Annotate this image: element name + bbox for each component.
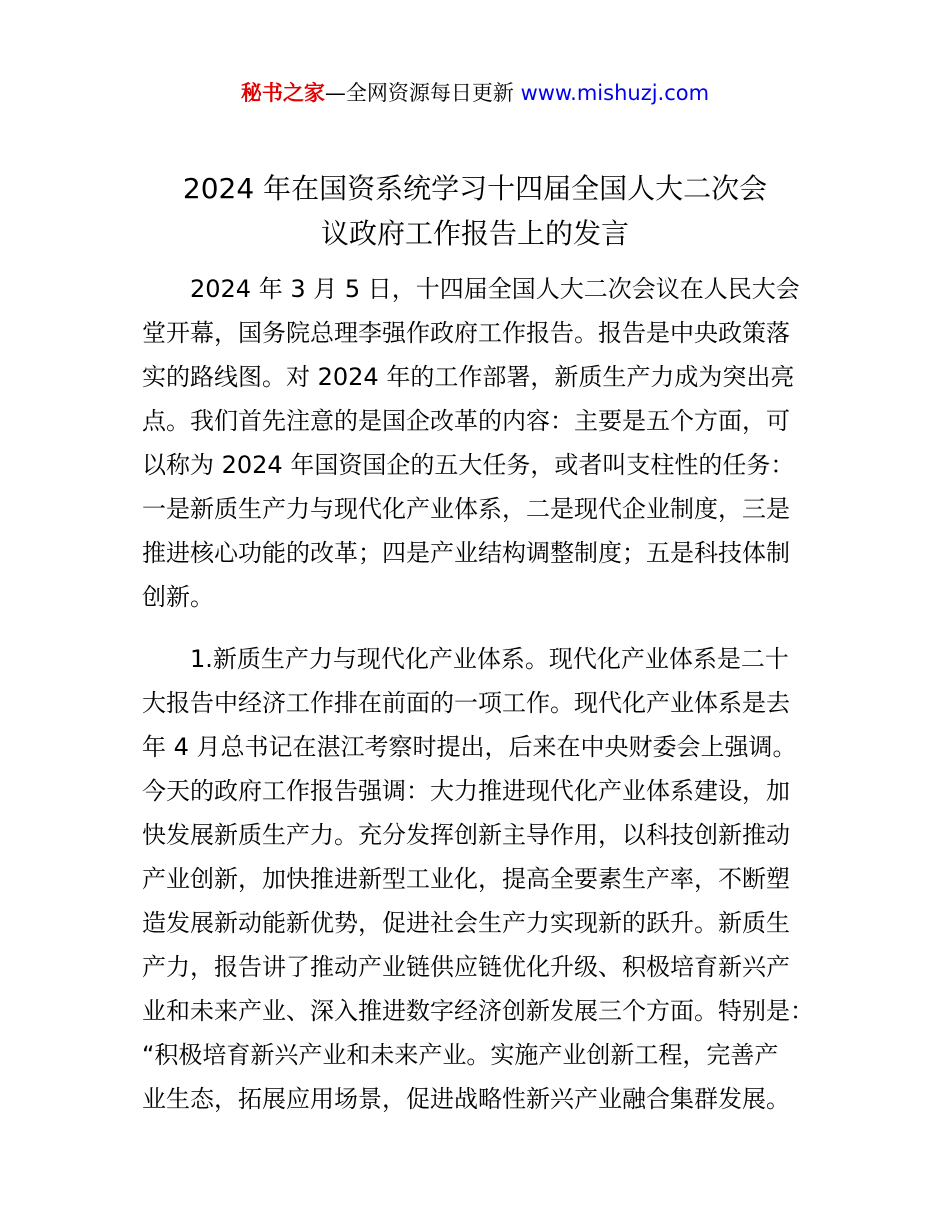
text-line: 今天的政府工作报告强调：大力推进现代化产业体系建设，加	[142, 777, 790, 805]
text-line: 1.新质生产力与现代化产业体系。现代化产业体系是二十	[190, 645, 789, 673]
title-line: 2024 年在国资系统学习十四届全国人大二次会	[182, 172, 768, 205]
website-link[interactable]: www.mishuzj.com	[520, 81, 710, 105]
text-line: “积极培育新兴产业和未来产业。实施产业创新工程，完善产	[142, 1041, 779, 1069]
text-line: 实的路线图。对 2024 年的工作部署，新质生产力成为突出亮	[142, 363, 795, 391]
document-body	[142, 267, 826, 1121]
text-line: 创新。	[142, 583, 214, 611]
text-line: 产力，报告讲了推动产业链供应链优化升级、积极培育新兴产	[142, 953, 790, 981]
paragraph-section-1	[142, 637, 826, 1121]
site-header	[0, 78, 950, 108]
brand-name: 秘书之家	[240, 81, 325, 105]
header-tagline: —全网资源每日更新	[324, 81, 521, 105]
text-line: 大报告中经济工作排在前面的一项工作。现代化产业体系是去	[142, 689, 790, 717]
title-line: 议政府工作报告上的发言	[320, 217, 629, 250]
text-line: 造发展新动能新优势，促进社会生产力实现新的跃升。新质生	[142, 909, 790, 937]
text-line: 一是新质生产力与现代化产业体系，二是现代企业制度，三是	[142, 495, 790, 523]
text-line: 产业创新，加快推进新型工业化，提高全要素生产率，不断塑	[142, 865, 790, 893]
text-line: 2024 年 3 月 5 日，十四届全国人大二次会议在人民大会	[190, 275, 800, 303]
document-title	[130, 166, 820, 256]
text-line: 点。我们首先注意的是国企改革的内容：主要是五个方面，可	[142, 407, 790, 435]
text-line: 业和未来产业、深入推进数字经济创新发展三个方面。特别是：	[142, 997, 814, 1025]
text-line: 推进核心功能的改革；四是产业结构调整制度；五是科技体制	[142, 539, 790, 567]
text-line: 以称为 2024 年国资国企的五大任务，或者叫支柱性的任务：	[142, 451, 795, 479]
text-line: 业生态，拓展应用场景，促进战略性新兴产业融合集群发展。	[142, 1085, 790, 1113]
text-line: 快发展新质生产力。充分发挥创新主导作用，以科技创新推动	[142, 821, 790, 849]
text-line: 堂开幕，国务院总理李强作政府工作报告。报告是中央政策落	[142, 319, 790, 347]
paragraph-intro	[142, 267, 826, 619]
text-line: 年 4 月总书记在湛江考察时提出，后来在中央财委会上强调。	[142, 733, 797, 761]
